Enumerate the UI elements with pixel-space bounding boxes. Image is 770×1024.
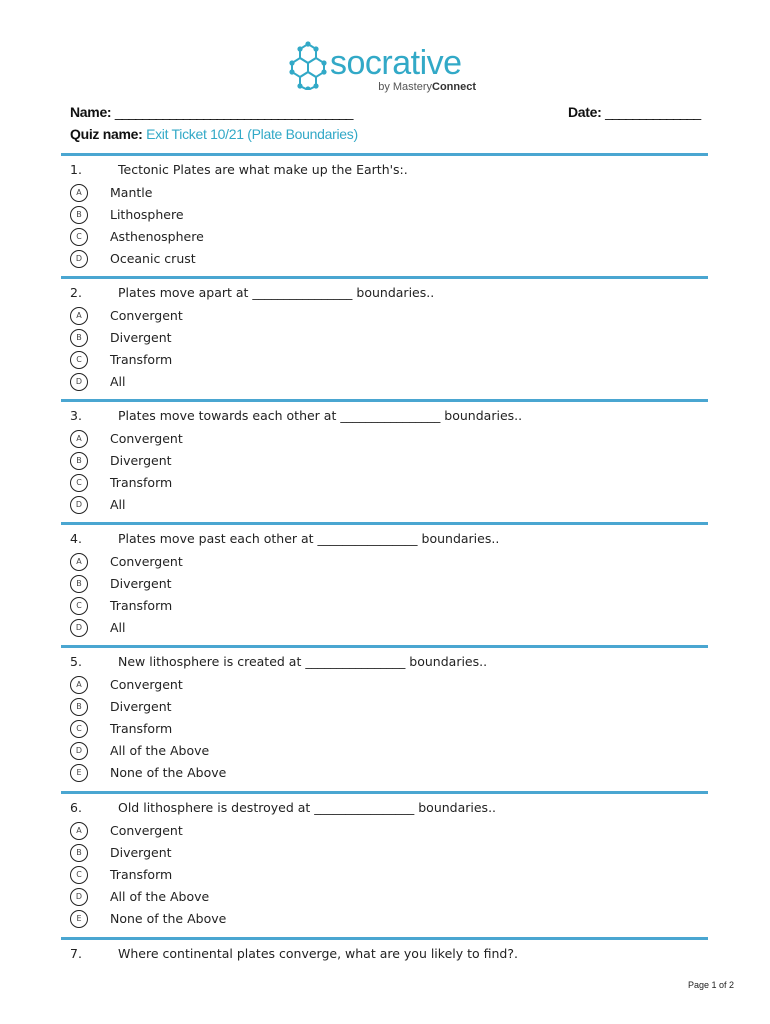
answer-option[interactable] (70, 866, 710, 888)
answer-text: All of the Above (110, 889, 210, 904)
logo-wordmark: socrative (330, 44, 462, 82)
answer-option[interactable] (70, 575, 710, 597)
answer-text: Transform (110, 352, 173, 367)
answer-bubble[interactable]: C (70, 866, 88, 884)
answer-text: Transform (110, 598, 173, 613)
answer-bubble[interactable]: E (70, 910, 88, 928)
answer-text: Divergent (110, 845, 172, 860)
answer-bubble[interactable]: B (70, 452, 88, 470)
answer-text: Convergent (110, 823, 183, 838)
answer-text: None of the Above (110, 911, 227, 926)
answer-option[interactable] (70, 720, 710, 742)
divider-rule (61, 399, 708, 402)
question-number: 1. (70, 162, 82, 177)
answer-bubble[interactable]: C (70, 720, 88, 738)
socrative-logo (286, 40, 486, 96)
divider-rule (61, 791, 708, 794)
divider-rule (61, 276, 708, 279)
answer-option[interactable] (70, 430, 710, 452)
answer-option[interactable] (70, 910, 710, 932)
answer-text: All (110, 374, 126, 389)
answer-text: Convergent (110, 677, 183, 692)
divider-rule (61, 153, 708, 156)
answer-bubble[interactable]: A (70, 184, 88, 202)
answer-option[interactable] (70, 496, 710, 518)
answer-bubble[interactable]: A (70, 676, 88, 694)
answer-option[interactable] (70, 452, 710, 474)
answer-option[interactable] (70, 698, 710, 720)
question-stem (70, 408, 710, 430)
answer-bubble[interactable]: C (70, 351, 88, 369)
answer-option[interactable] (70, 742, 710, 764)
answer-bubble[interactable]: A (70, 822, 88, 840)
answer-option[interactable] (70, 888, 710, 910)
answer-text: Asthenosphere (110, 229, 204, 244)
answer-option[interactable] (70, 597, 710, 619)
answer-option[interactable] (70, 822, 710, 844)
answer-bubble[interactable]: B (70, 575, 88, 593)
answer-option[interactable] (70, 250, 710, 272)
question-stem (70, 531, 710, 553)
answer-text: Transform (110, 867, 173, 882)
divider-rule (61, 522, 708, 525)
answer-option[interactable] (70, 676, 710, 698)
answer-text: Divergent (110, 330, 172, 345)
date-label: Date: (568, 104, 602, 120)
question-7 (70, 946, 710, 968)
answer-text: Divergent (110, 576, 172, 591)
answer-text: Convergent (110, 308, 183, 323)
answer-bubble[interactable]: A (70, 553, 88, 571)
answer-bubble[interactable]: C (70, 228, 88, 246)
question-3 (70, 408, 710, 518)
answer-text: All (110, 620, 126, 635)
answer-bubble[interactable]: D (70, 619, 88, 637)
answer-text: Lithosphere (110, 207, 184, 222)
name-blank: ___________________________________ (114, 104, 353, 120)
divider-rule (61, 937, 708, 940)
answer-bubble[interactable]: B (70, 206, 88, 224)
date-field (568, 104, 700, 120)
answer-option[interactable] (70, 307, 710, 329)
date-blank: ______________ (605, 104, 701, 120)
question-stem (70, 162, 710, 184)
answer-bubble[interactable]: D (70, 496, 88, 514)
answer-bubble[interactable]: D (70, 742, 88, 760)
answer-bubble[interactable]: D (70, 373, 88, 391)
question-4 (70, 531, 710, 641)
answer-bubble[interactable]: C (70, 597, 88, 615)
question-6 (70, 800, 710, 932)
answer-text: Transform (110, 721, 173, 736)
question-stem (70, 285, 710, 307)
question-number: 5. (70, 654, 82, 669)
question-text: Plates move apart at ________________ boundaries.. (118, 285, 435, 300)
answer-bubble[interactable]: A (70, 430, 88, 448)
question-stem (70, 946, 710, 968)
question-number: 2. (70, 285, 82, 300)
quiz-name-field (70, 126, 358, 142)
question-number: 4. (70, 531, 82, 546)
answer-option[interactable] (70, 329, 710, 351)
question-stem (70, 654, 710, 676)
quiz-title: Exit Ticket 10/21 (Plate Boundaries) (146, 126, 358, 142)
page-number: Page 1 of 2 (687, 980, 734, 990)
quiz-label: Quiz name: (70, 126, 143, 142)
answer-bubble[interactable]: C (70, 474, 88, 492)
answer-bubble[interactable]: B (70, 844, 88, 862)
divider-rule (61, 645, 708, 648)
question-text: Old lithosphere is destroyed at ________________ boundaries.. (118, 800, 497, 815)
logo-by-prefix: by Mastery (378, 81, 432, 93)
answer-option[interactable] (70, 619, 710, 641)
question-text: Where continental plates converge, what are you likely to find?. (118, 946, 518, 961)
logo-byline (378, 81, 476, 93)
answer-bubble[interactable]: A (70, 307, 88, 325)
answer-option[interactable] (70, 184, 710, 206)
answer-text: All of the Above (110, 743, 210, 758)
answer-option[interactable] (70, 553, 710, 575)
answer-text: Transform (110, 475, 173, 490)
question-stem (70, 800, 710, 822)
answer-text: Divergent (110, 699, 172, 714)
answer-text: All (110, 497, 126, 512)
answer-option[interactable] (70, 351, 710, 373)
question-1 (70, 162, 710, 272)
answer-option[interactable] (70, 373, 710, 395)
question-text: Plates move towards each other at ________________ boundaries.. (118, 408, 523, 423)
answer-option[interactable] (70, 206, 710, 228)
question-text: Plates move past each other at ________________ boundaries.. (118, 531, 500, 546)
answer-option[interactable] (70, 228, 710, 250)
question-number: 3. (70, 408, 82, 423)
answer-text: Divergent (110, 453, 172, 468)
question-number: 7. (70, 946, 82, 961)
answer-text: Oceanic crust (110, 251, 196, 266)
answer-text: None of the Above (110, 765, 227, 780)
answer-option[interactable] (70, 474, 710, 496)
answer-text: Convergent (110, 554, 183, 569)
answer-text: Mantle (110, 185, 153, 200)
answer-bubble[interactable]: D (70, 888, 88, 906)
name-field (70, 104, 352, 120)
question-number: 6. (70, 800, 82, 815)
logo-by-strong: Connect (432, 81, 476, 93)
question-text: Tectonic Plates are what make up the Earth's:. (118, 162, 408, 177)
answer-bubble[interactable]: B (70, 329, 88, 347)
answer-bubble[interactable]: E (70, 764, 88, 782)
hexagon-molecule-icon (286, 40, 330, 90)
answer-text: Convergent (110, 431, 183, 446)
name-label: Name: (70, 104, 112, 120)
answer-bubble[interactable]: D (70, 250, 88, 268)
question-text: New lithosphere is created at ________________ boundaries.. (118, 654, 488, 669)
answer-option[interactable] (70, 764, 710, 786)
question-5 (70, 654, 710, 786)
question-2 (70, 285, 710, 395)
answer-option[interactable] (70, 844, 710, 866)
answer-bubble[interactable]: B (70, 698, 88, 716)
